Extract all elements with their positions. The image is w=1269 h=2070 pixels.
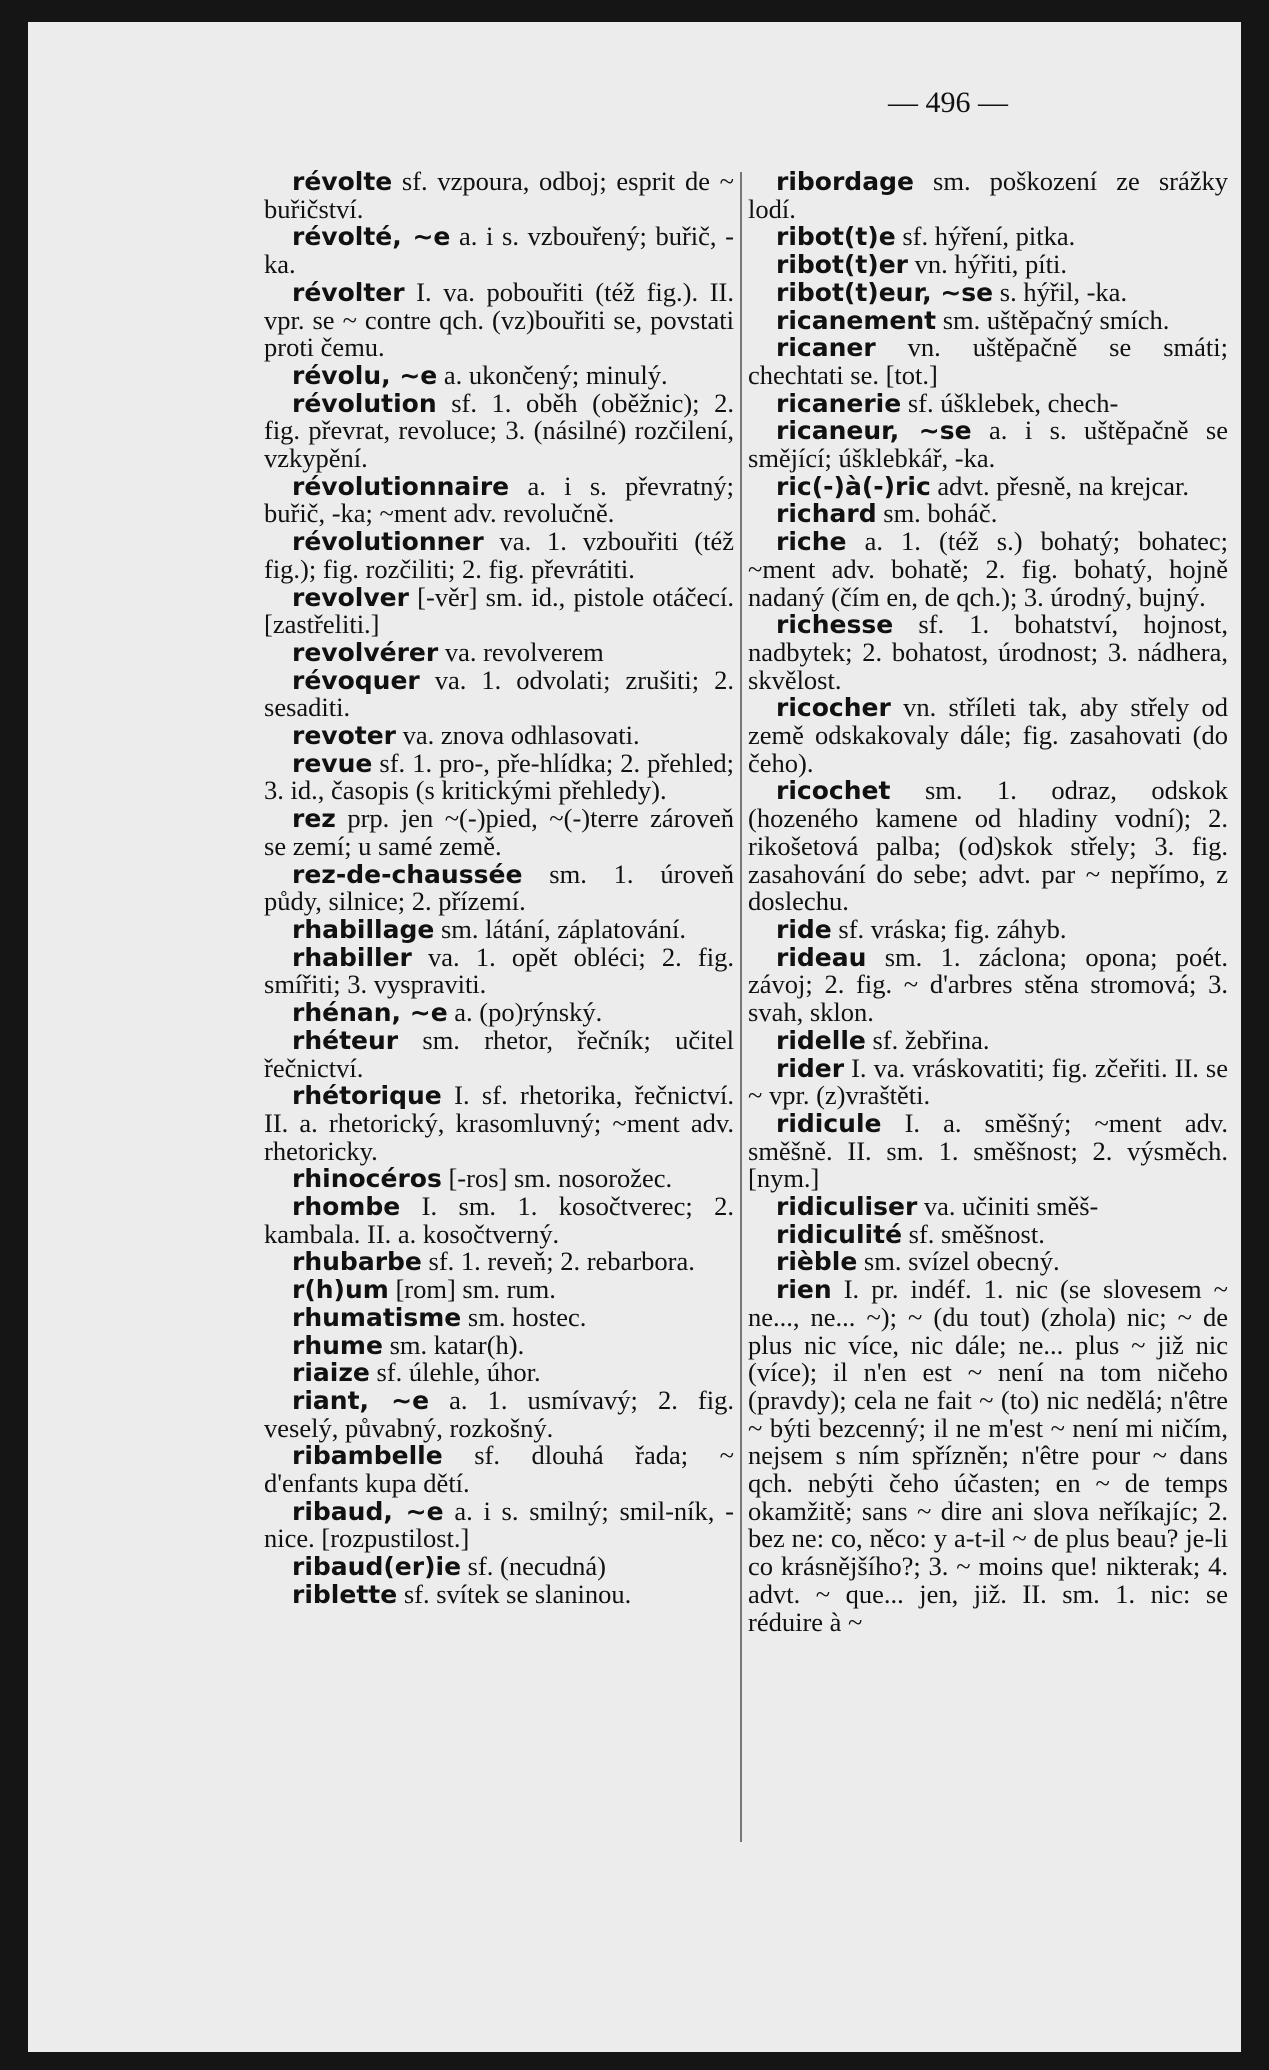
- entry-definition: sf. 1. reveň; 2. rebarbora.: [421, 1246, 695, 1277]
- entry-headword: rhénan, ~e: [292, 998, 448, 1028]
- dictionary-entry: [748, 1248, 1228, 1276]
- entry-definition: sf. vráska; fig. záhyb.: [831, 913, 1067, 944]
- entry-definition: sm. látání, záplatování.: [434, 913, 687, 944]
- left-column: [264, 168, 734, 2048]
- entry-definition: s. hýřil, -ka.: [993, 276, 1128, 307]
- dictionary-entry: [264, 1495, 734, 1554]
- entry-headword: richard: [776, 499, 877, 529]
- right-column: [748, 168, 1228, 2048]
- entry-headword: rhabiller: [292, 942, 412, 972]
- entry-definition: sm. katar(h).: [382, 1329, 525, 1360]
- dictionary-entry: [748, 1218, 1228, 1249]
- entry-headword: ricaneur, ~se: [776, 416, 972, 446]
- entry-definition: a. i s. vzbouřený; buřič, -ka.: [264, 221, 734, 280]
- entry-definition: a. 1. usmívavý; 2. fig. veselý, půvabný, rozkošný.: [264, 1384, 734, 1443]
- entry-headword: ribot(t)er: [776, 250, 909, 280]
- entry-headword: rhéteur: [292, 1025, 399, 1055]
- dictionary-entry: [748, 941, 1228, 1028]
- entry-headword: ricaner: [776, 333, 876, 363]
- entry-headword: rhabillage: [292, 914, 435, 944]
- entry-headword: ridicule: [776, 1108, 882, 1138]
- entry-headword: riche: [776, 527, 847, 557]
- entry-definition: sm. 1. odraz, odskok (hozeného kamene od hladiny vodní); 2. rikošetová palba; (od)skok střely; 3. fig. zasahování do sebe; advt. par ~ nepřímo, z doslechu.: [748, 775, 1228, 917]
- entry-definition: va. revolverem: [438, 636, 604, 667]
- entry-definition: sf. úlehle, úhor.: [369, 1357, 541, 1388]
- entry-definition: sm. hostec.: [461, 1301, 587, 1332]
- entry-headword: r(h)um: [292, 1275, 389, 1305]
- entry-definition: sm. svízel obecný.: [857, 1246, 1060, 1277]
- dictionary-entry: [748, 913, 1228, 944]
- dictionary-entry: [264, 1359, 734, 1387]
- dictionary-entry: [264, 636, 734, 667]
- entry-definition: va. učiniti směš-: [917, 1191, 1099, 1222]
- dictionary-entry: [264, 1384, 734, 1443]
- entry-headword: révolutionnaire: [292, 471, 510, 501]
- entry-headword: ride: [776, 914, 832, 944]
- entry-headword: ridiculiser: [776, 1192, 918, 1222]
- entry-definition: sf. žebřina.: [865, 1024, 990, 1055]
- dictionary-entry: [264, 168, 734, 223]
- entry-definition: [rom] sm. rum.: [388, 1274, 556, 1305]
- dictionary-entry: [264, 1024, 734, 1083]
- dictionary-entry: [264, 941, 734, 1000]
- entry-headword: révoquer: [292, 665, 420, 695]
- entry-definition: a. ukončený; minulý.: [437, 359, 668, 390]
- entry-headword: ricochet: [776, 776, 891, 806]
- dictionary-entry: [748, 500, 1228, 528]
- entry-headword: ricocher: [776, 693, 891, 723]
- dictionary-entry: [748, 470, 1228, 501]
- entry-definition: a. i s. převratný; buřič, -ka; ~ment adv. revolučně.: [264, 470, 734, 529]
- entry-headword: rien: [776, 1275, 832, 1305]
- dictionary-entry: [264, 805, 734, 860]
- dictionary-entry: [264, 913, 734, 944]
- dictionary-entry: [748, 1024, 1228, 1055]
- entry-definition: a. i s. uštěpačně se smějící; úšklebkář, -ka.: [748, 415, 1228, 474]
- entry-definition: sm. 1. záclona; opona; poét. závoj; 2. fig. ~ d'arbres stěna stromová; 3. svah, sklon.: [748, 941, 1228, 1028]
- entry-headword: revolver: [292, 582, 409, 612]
- entry-definition: I. sm. 1. kosočtverec; 2. kambala. II. a. kosočtverný.: [264, 1191, 734, 1249]
- dictionary-entry: [748, 694, 1228, 777]
- entry-headword: revue: [292, 748, 373, 778]
- dictionary-entry: [748, 334, 1228, 389]
- entry-headword: ribot(t)eur, ~se: [776, 277, 994, 307]
- entry-headword: ric(-)à(-)ric: [776, 471, 931, 501]
- entry-definition: vn. střílеti tak, aby střely od země odskakovaly dále; fig. zasahovati (do čeho).: [748, 692, 1228, 778]
- dictionary-entry: [264, 1276, 734, 1304]
- dictionary-entry: [264, 1329, 734, 1360]
- entry-definition: I. pr. indéf. 1. nic (se slovesem ~ ne..., ne... ~); ~ (du tout) (zhola) nic; ~ de plus nic více, nic dále; ne... plus ~ již nic (více); il n'en est ~ není na tom ničeho (pravdy); cela ne fait ~ (to) nic nedělá; n'être ~ býti bezcenný; il ne m'est ~ není mi ničím, nejsem s ním spřízněn; n'être pour ~ dans qch. nebýti čeho účasten; en ~ de temps okamžitě; sans ~ dire ani slova neříkajíc; 2. bez ne: co, něco: y a-t-il ~ de plus beau? je-li co krásnějšího?; 3. ~ moins que! nikterak; 4. advt. ~ que... jen, již. II. sm. 1. nic: se réduire à ~: [748, 1274, 1228, 1637]
- dictionary-entry: [748, 611, 1228, 694]
- dictionary-entry: [264, 1301, 734, 1332]
- entry-headword: rhumatisme: [292, 1302, 462, 1332]
- entry-headword: rièble: [776, 1247, 858, 1277]
- entry-definition: sf. 1. oběh (oběžnic); 2. fig. převrat, revoluce; 3. (násilné) rozčilení, vzkypění.: [264, 387, 734, 474]
- dictionary-entry: [264, 1553, 734, 1581]
- entry-headword: révolution: [292, 388, 437, 418]
- entry-definition: va. 1. opět obléci; 2. fig. smířiti; 3. vyspraviti.: [264, 941, 734, 1000]
- entry-headword: revolvérer: [292, 637, 439, 667]
- entry-headword: révolté, ~e: [292, 222, 451, 252]
- dictionary-entry: [748, 777, 1228, 916]
- entry-headword: revoter: [292, 721, 396, 751]
- entry-headword: riblette: [292, 1579, 398, 1609]
- entry-definition: prp. jen ~(-)pied, ~(-)terre zároveň se zemí; u samé země.: [264, 803, 734, 861]
- dictionary-entry: [264, 999, 734, 1027]
- entry-definition: sm. rhetor, řečník; učitel řečnictví.: [264, 1024, 734, 1083]
- dictionary-entry: [264, 1442, 734, 1497]
- entry-definition: a. i s. smilný; smil-ník, -nice. [rozpustilost.]: [264, 1495, 734, 1554]
- dictionary-entry: [748, 417, 1228, 472]
- entry-definition: sm. boháč.: [876, 498, 998, 529]
- dictionary-entry: [264, 1193, 734, 1248]
- entry-definition: sf. vzpoura, odboj; esprit de ~ buřičství.: [264, 166, 734, 224]
- dictionary-entry: [748, 276, 1228, 307]
- entry-definition: sf. svítek se slaninou.: [397, 1578, 632, 1609]
- entry-definition: I. va. pobouřiti (též fig.). II. vpr. se ~ contre qch. (vz)bouřiti se, povstati proti čemu.: [264, 276, 734, 363]
- entry-definition: sm. poškození ze srážky lodí.: [748, 166, 1228, 224]
- dictionary-entry: [264, 1082, 734, 1165]
- entry-definition: sm. uštěpačný smích.: [936, 304, 1170, 335]
- entry-headword: ribambelle: [292, 1441, 443, 1471]
- entry-definition: sf. 1. pro-, pře-hlídka; 2. přehled; 3. id., časopis (s kritickými přehledy).: [264, 747, 734, 806]
- entry-definition: a. (po)rýnský.: [447, 997, 603, 1028]
- entry-definition: I. va. vráskovatiti; fig. zčeřiti. II. se ~ vpr. (z)vraštěti.: [748, 1052, 1228, 1111]
- dictionary-entry: [264, 581, 734, 640]
- dictionary-entry: [264, 722, 734, 750]
- entry-headword: rez-de-chaussée: [292, 859, 523, 889]
- entry-definition: va. znova odhlasovati.: [396, 720, 640, 751]
- dictionary-entry: [748, 1052, 1228, 1111]
- dictionary-entry: [748, 168, 1228, 223]
- entry-headword: riaize: [292, 1358, 370, 1388]
- entry-headword: riant, ~e: [292, 1385, 430, 1415]
- dictionary-entry: [264, 223, 734, 278]
- dictionary-entry: [264, 747, 734, 806]
- entry-headword: richesse: [776, 610, 894, 640]
- entry-definition: sf. hýření, pitka.: [895, 221, 1076, 252]
- entry-headword: rideau: [776, 942, 867, 972]
- dictionary-entry: [264, 1578, 734, 1609]
- entry-headword: rhubarbe: [292, 1247, 422, 1277]
- dictionary-entry: [264, 1248, 734, 1276]
- entry-definition: I. sf. rhetorika, řečnictví. II. a. rhetorický, krasomluvný; ~ment adv. rhetoricky.: [264, 1080, 734, 1166]
- dictionary-page: [28, 22, 1241, 2052]
- entry-definition: [-věr] sm. id., pistole otáčecí. [zastřeliti.]: [264, 581, 734, 640]
- entry-headword: révolu, ~e: [292, 360, 438, 390]
- entry-headword: ribot(t)e: [776, 222, 896, 252]
- entry-definition: va. 1. vzbouřiti (též fig.); fig. rozčiliti; 2. fig. převrátiti.: [264, 526, 734, 584]
- dictionary-entry: [264, 359, 734, 390]
- dictionary-entry: [748, 1107, 1228, 1194]
- entry-headword: ridiculité: [776, 1219, 903, 1249]
- entry-headword: révolte: [292, 167, 393, 196]
- dictionary-entry: [748, 1276, 1228, 1636]
- entry-headword: révolter: [292, 277, 405, 307]
- entry-definition: I. a. směšný; ~ment adv. směšně. II. sm. 1. směšnost; 2. výsměch. [nym.]: [748, 1107, 1228, 1194]
- entry-headword: rhombe: [292, 1192, 401, 1222]
- entry-headword: rhinocéros: [292, 1164, 442, 1194]
- entry-definition: sf. dlouhá řada; ~ d'enfants kupa dětí.: [264, 1440, 734, 1499]
- entry-definition: vn. hýřiti, píti.: [908, 249, 1068, 280]
- entry-headword: ribordage: [776, 167, 914, 196]
- dictionary-entry: [264, 470, 734, 529]
- entry-headword: ricanerie: [776, 388, 902, 418]
- dictionary-entry: [748, 528, 1228, 611]
- entry-headword: ricanement: [776, 305, 937, 335]
- entry-definition: [-ros] sm. nosorožec.: [441, 1163, 673, 1194]
- entry-headword: révolutionner: [292, 527, 484, 557]
- dictionary-entry: [748, 387, 1228, 418]
- dictionary-entry: [748, 251, 1228, 279]
- entry-headword: rhétorique: [292, 1081, 442, 1111]
- entry-headword: rider: [776, 1053, 845, 1083]
- dictionary-entry: [264, 528, 734, 583]
- column-divider: [740, 172, 742, 1842]
- page-number: — 496 —: [888, 86, 1008, 119]
- entry-definition: sf. úšklebek, chech-: [901, 387, 1119, 418]
- entry-definition: va. 1. odvolati; zrušiti; 2. sesaditi.: [264, 664, 734, 723]
- entry-definition: sf. (necudná): [461, 1551, 606, 1582]
- entry-headword: ridelle: [776, 1025, 866, 1055]
- entry-definition: vn. uštěpačně se smáti; chechtati se. [tot.]: [748, 332, 1228, 390]
- dictionary-entry: [264, 276, 734, 363]
- entry-definition: sf. 1. bohatství, hojnost, nadbytek; 2. bohatost, úrodnost; 3. nádhera, skvělost.: [748, 609, 1228, 695]
- entry-headword: rez: [292, 804, 336, 834]
- entry-headword: ribaud, ~e: [292, 1496, 444, 1526]
- entry-definition: sm. 1. úroveň půdy, silnice; 2. přízemí.: [264, 858, 734, 917]
- dictionary-entry: [748, 223, 1228, 251]
- entry-headword: rhume: [292, 1330, 383, 1360]
- dictionary-entry: [264, 1165, 734, 1193]
- dictionary-entry: [748, 304, 1228, 335]
- entry-definition: sf. směšnost.: [902, 1218, 1045, 1249]
- dictionary-entry: [264, 387, 734, 474]
- entry-definition: a. 1. (též s.) bohatý; bohatec; ~ment adv. bohatě; 2. fig. bohatý, hojně nadaný (čím en, de qch.); 3. úrodný, bujný.: [748, 526, 1228, 612]
- entry-headword: ribaud(er)ie: [292, 1552, 462, 1582]
- dictionary-entry: [264, 858, 734, 917]
- dictionary-entry: [264, 664, 734, 723]
- entry-definition: advt. přesně, na krejcar.: [930, 470, 1190, 501]
- dictionary-entry: [748, 1193, 1228, 1221]
